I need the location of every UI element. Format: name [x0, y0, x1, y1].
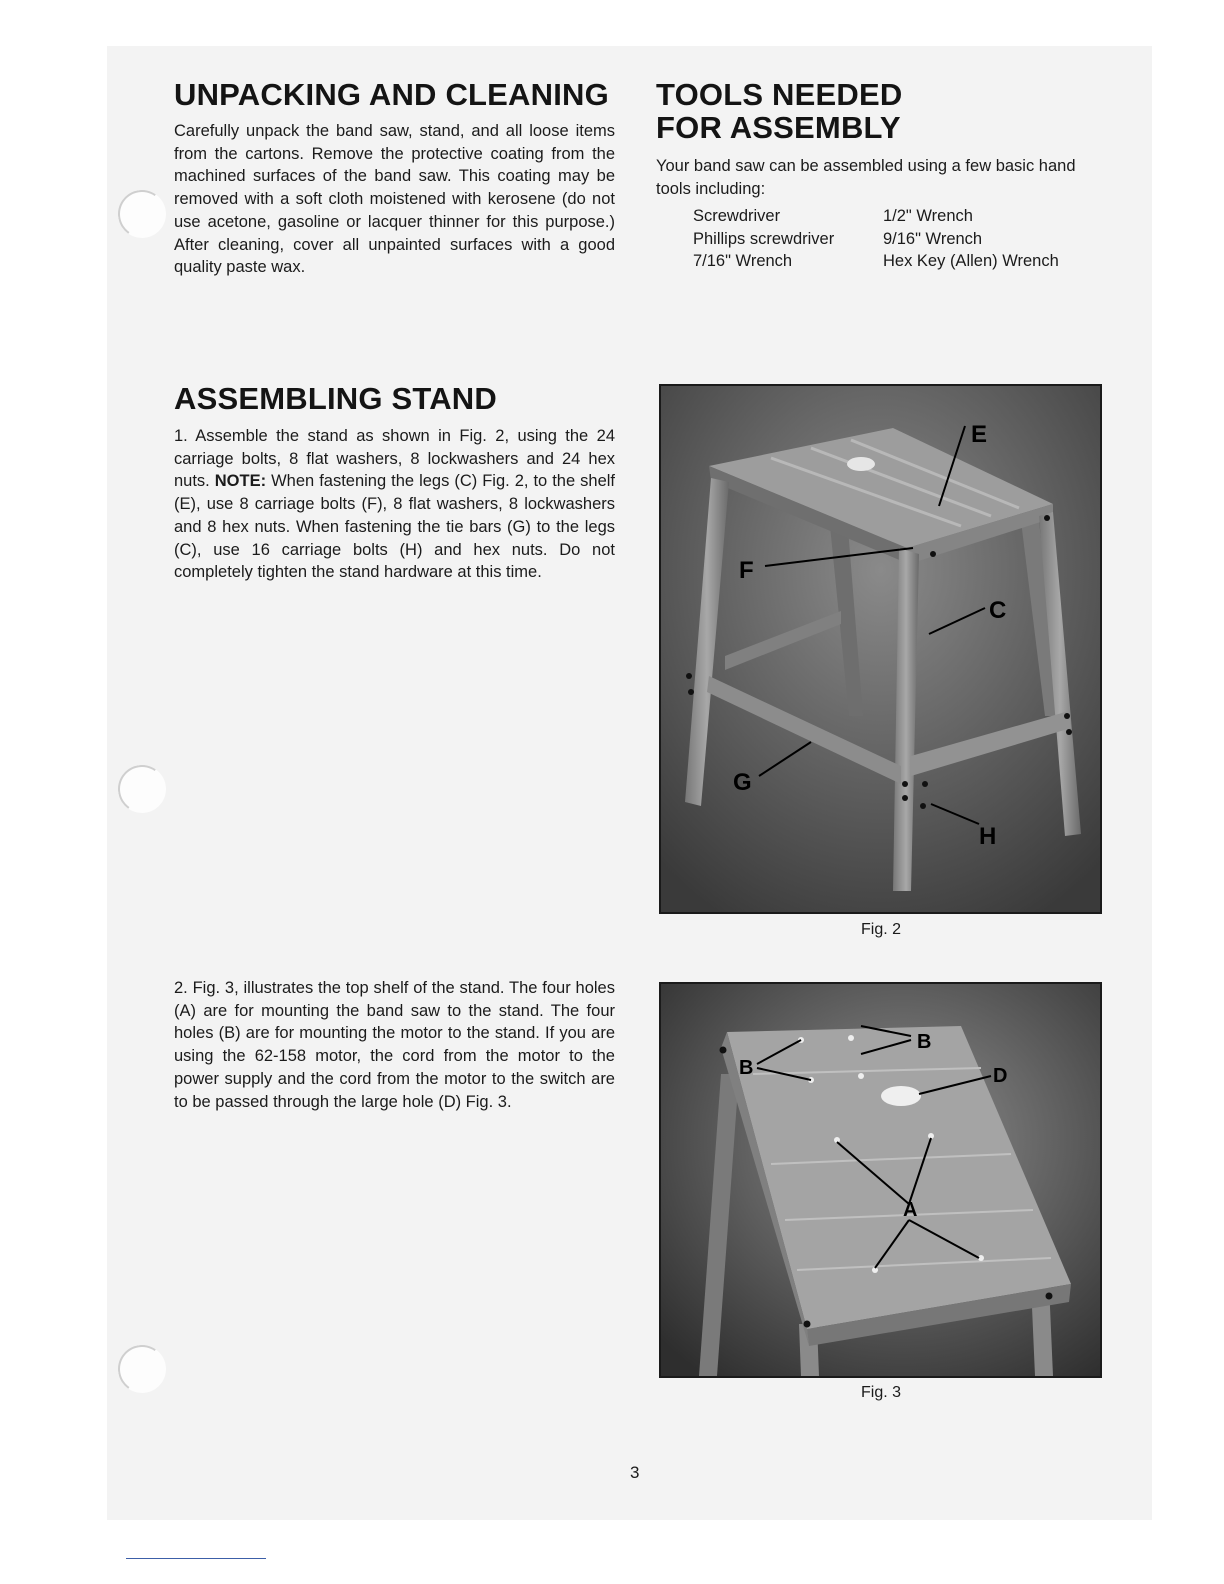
- tools-intro: Your band saw can be assembled using a few basic hand tools including:: [656, 157, 1076, 198]
- tools-heading-line-2: FOR ASSEMBLY: [656, 110, 901, 145]
- label-b-right: B: [917, 1031, 932, 1053]
- assembling-heading: ASSEMBLING STAND: [174, 381, 497, 416]
- figure-2-caption: Fig. 2: [860, 921, 901, 938]
- label-c: C: [989, 597, 1007, 624]
- figure-3-photo: [659, 982, 1102, 1378]
- label-b-left: B: [739, 1057, 754, 1079]
- figure-3-caption: Fig. 3: [860, 1384, 901, 1401]
- tool-item: 9/16" Wrench: [883, 229, 983, 248]
- top-shelf-illustration: [661, 984, 1100, 1376]
- figure-2-photo: [659, 384, 1102, 914]
- assembling-step-2: 2. Fig. 3, illustrates the top shelf of the stand. The four holes (A) are for mounting the band saw to the stand. The four holes (B) are for mounting the motor to the stand. If you are using the 62-158 motor, the cord from the motor to the power supply and the cord from the motor to the switch are to be passed through the large hole (D) Fig. 3.: [174, 979, 615, 1111]
- label-h: H: [979, 823, 997, 850]
- assembling-step-1: [174, 425, 615, 584]
- unpacking-text: Carefully unpack the band saw, stand, and all loose items from the cartons. Remove the protective coating from the machined surfaces of the band saw. This coating may be removed with a soft cloth moistened with kerosene (do not use acetone, gasoline or lacquer thinner for this purpose.) After cleaning, cover all unpainted surfaces with a good quality paste wax.: [174, 122, 615, 277]
- tool-item: Phillips screwdriver: [693, 229, 835, 248]
- tool-item: Hex Key (Allen) Wrench: [883, 252, 1059, 271]
- label-e: E: [971, 421, 988, 448]
- label-f: F: [739, 557, 754, 584]
- label-g: G: [733, 769, 752, 796]
- tool-item: Screwdriver: [693, 207, 781, 225]
- tool-item: 7/16" Wrench: [693, 252, 793, 271]
- tool-item: 1/2" Wrench: [883, 207, 973, 225]
- label-a: A: [903, 1199, 918, 1221]
- tools-heading-line-1: TOOLS NEEDED: [656, 77, 903, 112]
- footer-divider: [126, 1558, 266, 1559]
- note-label: NOTE:: [214, 472, 267, 491]
- page-number: 3: [630, 1463, 640, 1482]
- step-1-text: 1. Assemble the stand as shown in Fig. 2, using the 24 carriage bolts, 8 flat washers, 8 lockwashers and 24 hex nuts.: [174, 427, 615, 491]
- stand-illustration: [661, 386, 1100, 912]
- unpacking-heading: UNPACKING AND CLEANING: [174, 77, 609, 112]
- tools-list: [693, 205, 1093, 273]
- label-d: D: [993, 1065, 1008, 1087]
- step-1-note-text: When fastening the legs (C) Fig. 2, to the shelf (E), use 8 carriage bolts (F), 8 flat washers, 8 lockwashers and 8 hex nuts. When fastening the tie bars (G) to the legs (C), use 16 carriage bolts (H) and hex nuts. Do not completely tighten the stand hardware at this time.: [174, 472, 615, 582]
